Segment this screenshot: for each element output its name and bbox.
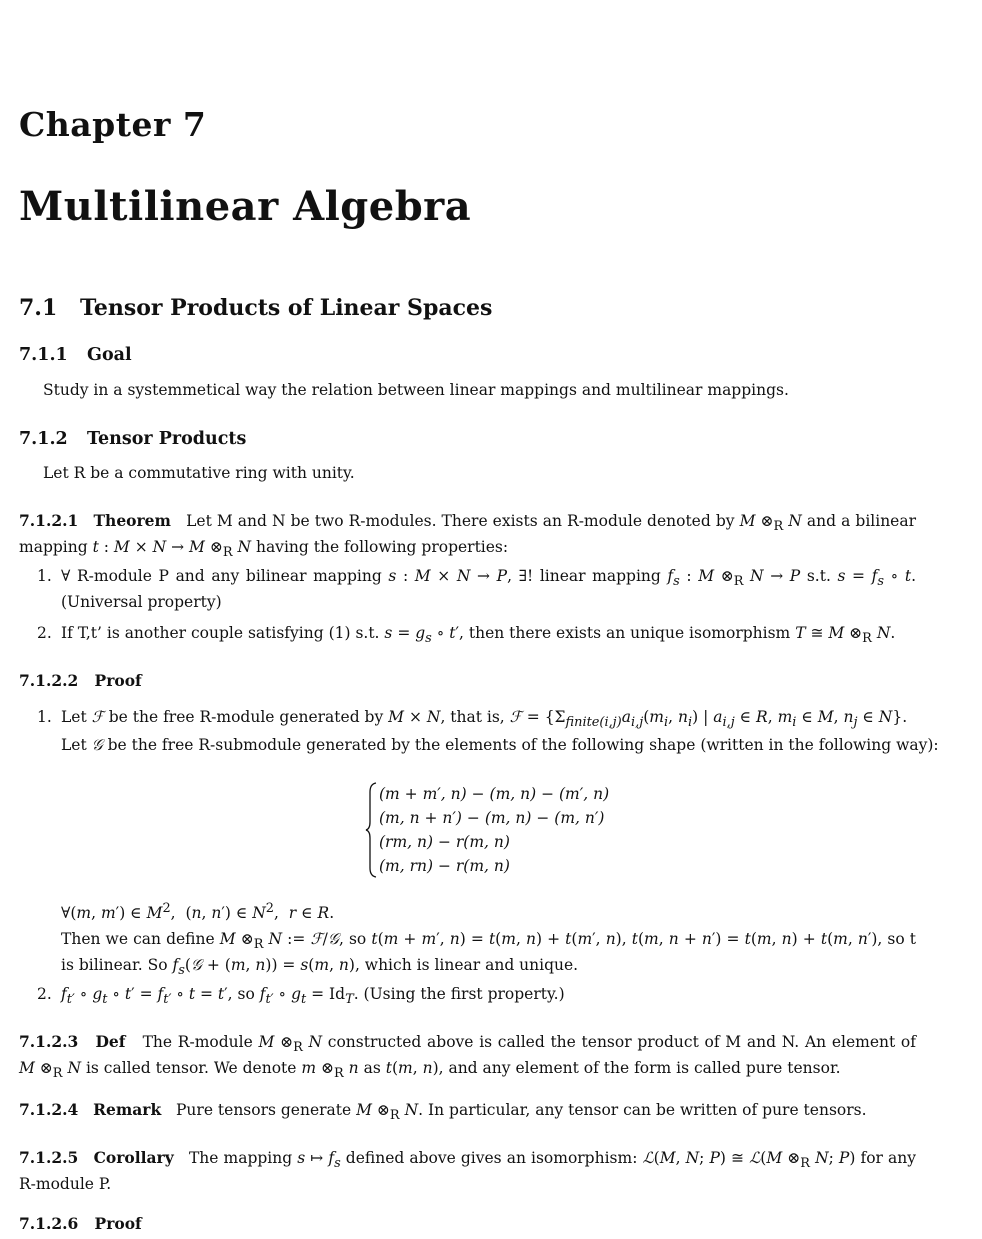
subsection-title: Tensor Products	[87, 429, 247, 449]
paragraph-number: 7.1.2.2	[19, 671, 79, 690]
subsection-title: Goal	[87, 345, 132, 365]
theorem-item-1: 1. ∀ R-module P and any bilinear mapping s : M × N → P, ∃! linear mapping $f_s$ : M $\otimes_R$ N → P s.t. $s = f_s$ ∘ t. (Universal property)	[37, 567, 917, 612]
subsection-tensor-products	[19, 429, 246, 449]
theorem-item-2: 2. If T,t’ is another couple satisfying (1) s.t. $s = g_s$ ∘ t′, then there exists an unique isomorphism T ≅ M $\otimes_R$ N.	[37, 624, 896, 647]
corollary-paragraph: 7.1.2.5 Corollary The mapping s ↦ $f_s$ defined above gives an isomorphism: ℒ(M, N; P) ≅ ℒ(M $\otimes_R$ N; P) for any R-module P.	[19, 1148, 917, 1194]
paragraph-number: 7.1.2.4	[19, 1100, 79, 1119]
left-brace-icon	[365, 782, 379, 878]
proof2-heading	[19, 1214, 142, 1233]
proof-item-2: 2. $f_{t'}$ ∘ $g_t$ ∘ $t' = f_{t'}$ ∘ t = t′, so $f_{t'}$ ∘ $g_t = Id_T$. (Using the first property.)	[37, 985, 565, 1008]
paragraph-label: Theorem	[93, 511, 171, 530]
proof-item-1: 1. Let ℱ be the free R-module generated by M × N, that is, ℱ = {$\Sigma_{finite(i,j)}a_{i,j}(m_i$, $n_i$) | $a_{i,j}$ ∈ R, $m_i$ ∈ M, $n_j$ ∈ N}.	[37, 708, 908, 731]
paragraph-label: Proof	[94, 671, 142, 690]
section-heading	[19, 295, 492, 321]
def-paragraph: 7.1.2.3 Def The R-module M $\otimes_R$ N constructed above is called the tensor product of M and N. An element of M $\otimes_R$ N is called tensor. We denote m $\otimes_R$ n as t(m, n), and any element of the form is called pure tensor.	[19, 1032, 916, 1082]
tensor-products-text: Let R be a commutative ring with unity.	[43, 464, 355, 482]
list-number: 1.	[37, 708, 52, 726]
paragraph-label: Corollary	[93, 1148, 174, 1167]
case-row: (m, rn) − r(m, n)	[379, 857, 510, 875]
proof-item-1-line-2: Let 𝒢 be the free R-submodule generated by the elements of the following shape (written in the following way):	[61, 736, 939, 754]
list-number: 1.	[37, 567, 52, 585]
case-row: (m, n + n′) − (m, n) − (m, n′)	[379, 809, 605, 827]
goal-text: Study in a systemmetical way the relation between linear mappings and multilinear mappings.	[43, 381, 789, 399]
paragraph-number: 7.1.2.5	[19, 1148, 79, 1167]
paragraph-label: Proof	[94, 1214, 142, 1233]
paragraph-number: 7.1.2.1	[19, 511, 79, 530]
list-number: 2.	[37, 985, 52, 1003]
theorem-paragraph: 7.1.2.1 Theorem Let M and N be two R-modules. There exists an R-module denoted by M $\otimes_R$ N and a bilinear mapping t : M × N → M $\otimes_R$ N having the following properties:	[19, 511, 916, 561]
case-row: (m + m′, n) − (m, n) − (m′, n)	[379, 785, 610, 803]
proof-heading	[19, 671, 142, 690]
paragraph-label: Def	[95, 1032, 126, 1051]
list-number: 2.	[37, 624, 52, 642]
case-row: (rm, n) − r(m, n)	[379, 833, 510, 851]
subsection-number: 7.1.2	[19, 429, 68, 449]
cases-system	[365, 782, 610, 878]
quantifier-line: ∀(m, m′) ∈ $M^2$, (n, n′) ∈ $N^2$, r ∈ R.	[61, 901, 335, 923]
section-number: 7.1	[19, 295, 58, 321]
subsection-goal	[19, 345, 132, 365]
subsection-number: 7.1.1	[19, 345, 68, 365]
paragraph-number: 7.1.2.3	[19, 1032, 79, 1051]
paragraph-label: Remark	[93, 1100, 162, 1119]
chapter-title: Multilinear Algebra	[19, 183, 472, 230]
paragraph-number: 7.1.2.6	[19, 1214, 79, 1233]
chapter-heading: Chapter 7	[19, 105, 207, 144]
remark-paragraph: 7.1.2.4 Remark Pure tensors generate M $\otimes_R$ N. In particular, any tensor can be written of pure tensors.	[19, 1100, 867, 1124]
section-title: Tensor Products of Linear Spaces	[80, 295, 493, 321]
proof-define-paragraph: Then we can define M $\otimes_R$ N := ℱ/𝒢, so t(m + m′, n) = t(m, n) + t(m′, n), t(m, n + n′) = t(m, n) + t(m, n′), so t is bilinear. So $f_s(𝒢 + (m$, n)) = s(m, n), which is linear and unique.	[61, 930, 917, 979]
